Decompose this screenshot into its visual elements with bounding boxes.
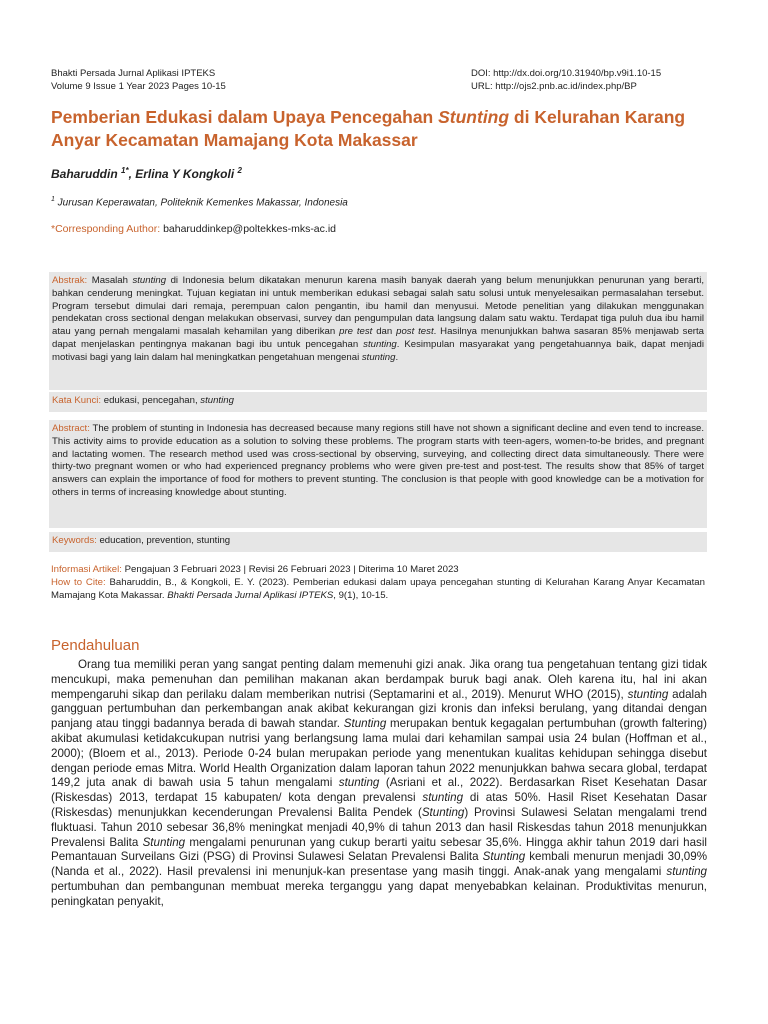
kata-kunci-italic: stunting xyxy=(200,395,234,406)
affiliation xyxy=(51,196,348,208)
intro-text: ) Provinsi Sulawesi Selatan mengalami trend fluktuasi. Tahun 2010 sebesar 36,8% meningkat menjadi 40,9% di tahun 2013 dan hasil Riskesdas tahun 2018 menunjukkan Prevalensi Balita xyxy=(51,805,707,849)
intro-text: Orang tua memiliki peran yang sangat penting dalam memenuhi gizi anak. Jika orang tua pengetahuan tentang gizi tidak mencukupi, maka pemenuhan dan pemilihan makanan akan berdampak buruk bagi anak. Oleh karena itu, hal ini akan mempengaruhi sikap dan perilaku dalam memberikan nutrisi (Septamarini et al., 2019). Menurut WHO (2015), xyxy=(51,658,707,701)
intro-text: kembali menurun menjadi 30,09% (Nanda et al., 2022). Hasil prevalensi ini menunjuk-kan presentase yang masih tinggi. Anak-anak yang mengalami xyxy=(51,850,708,879)
how-to-cite-journal: Bhakti Persada Jurnal Aplikasi IPTEKS xyxy=(167,590,334,601)
intro-italic: Stunting xyxy=(421,805,465,819)
intro-italic: stunting xyxy=(338,776,380,790)
abstract-text: The problem of stunting in Indonesia has decreased because many regions still have not shown a significant decline and even tend to increase. This activity aims to provide education as a solution to solving these problems. The program starts with teen-agers, women-to-be brides, and pregnant and lactating women. The research method used was cross-sectional by observing, surveying, and collecting direct data simultaneously. There were thirty-two pregnant women or who had experienced pregnancy problems who were given pre-test and post-test. The results show that 85% of target answers can explain the importance of food for mothers to prevent stunting. The conclusion is that people with good knowledge can be a motivation for others in terms of increasing knowledge about stunting. xyxy=(52,423,704,498)
intro-text: di atas 50%. Hasil Riset Kesehatan Dasar (Riskesdas) menunjukkan kecenderungan Prevalensi Balita Pendek ( xyxy=(51,791,707,819)
intro-text: merupakan bentuk kegagalan pertumbuhan (growth faltering) akibat akumulasi ketidakcukupan nutrisi yang berlangsung lama mulai dari kehamilan sampai usia 24 bulan (Hoffman et al., 2000); (Bloem et al., 2013). Periode 0-24 bulan merupakan periode yang menentukan kualitas kehidupan sehingga disebut dengan periode emas Mitra. World Health Organization dalam laporan tahun 2022 menunjukkan bahwa secara global, terdapat 149,2 juta anak di bawah usia 5 tahun mengalami xyxy=(51,717,707,790)
author-2-sup: 2 xyxy=(237,166,242,175)
abstract-english xyxy=(49,420,707,528)
intro-text: (Asriani et al., 2022). Berdasarkan Riset Kesehatan Dasar (Riskesdas) 2013, terdapat 15 kabupaten/ kota dengan prevalensi xyxy=(51,776,708,805)
affiliation-sup: 1 xyxy=(51,196,55,203)
how-to-cite xyxy=(51,576,705,602)
abstrak-text: di Indonesia belum dikatakan menurun karena masih banyak daerah yang belum menunjukkan penurunan yang berarti, bahkan cenderung meningkat. Tujuan kegiatan ini untuk memberikan edukasi sebagai salah satu solusi untuk menyelesaikan permasalahan tersebut. Program tersebut dimulai dari remaja, perempuan calon pengantin, ibu hamil dan menyusui. Metode penelitian yang dilakukan menggunakan pendekatan cross sectional dengan melakukan observasi, survey dan pengumpulan data langsung dalam satu waktu. Terdapat tiga puluh dua ibu hamil atau yang pernah mengalami masalah kehamilan yang diberikan xyxy=(52,275,704,338)
keywords-english xyxy=(49,532,707,552)
author-2: Erlina Y Kongkoli xyxy=(135,167,235,181)
abstrak-text: Masalah xyxy=(87,275,133,286)
article-info-label: Informasi Artikel: xyxy=(51,564,122,575)
section-heading-pendahuluan: Pendahuluan xyxy=(51,637,140,654)
journal-header-right xyxy=(471,67,661,93)
abstract-indonesian xyxy=(49,272,707,390)
corresponding-author xyxy=(51,223,336,235)
journal-header-left xyxy=(51,67,226,93)
abstrak-italic: stunting xyxy=(361,351,396,363)
abstrak-text: . Kesimpulan masyarakat yang pengetahuannya baik, dapat menjadi motivasi bagi yang lain dalam hal meningkatkan pengetahuan mengenai xyxy=(52,338,704,363)
intro-text: adalah gangguan pertumbuhan dan perkembangan anak akibat kekurangan gizi kronis dan infeksi berulang, yang ditandai dengan panjang atau tinggi badannya berada di bawah standar. xyxy=(51,687,707,731)
kata-kunci-label: Kata Kunci: xyxy=(52,395,102,406)
keywords-indonesian xyxy=(49,392,707,412)
intro-italic: Stunting xyxy=(482,850,526,864)
keywords-label: Keywords: xyxy=(52,535,97,546)
journal-name: Bhakti Persada Jurnal Aplikasi IPTEKS xyxy=(51,68,216,79)
abstrak-italic: stunting xyxy=(132,275,167,286)
abstrak-italic: pre test xyxy=(339,326,373,338)
author-1-sup: 1* xyxy=(121,166,129,175)
abstrak-text: . xyxy=(395,351,399,363)
intro-italic: stunting xyxy=(422,791,464,805)
corresponding-label: *Corresponding Author: xyxy=(51,223,164,235)
article-info-block xyxy=(51,563,705,602)
intro-italic: stunting xyxy=(627,687,669,701)
article-info-text: Pengajuan 3 Februari 2023 | Revisi 26 Februari 2023 | Diterima 10 Maret 2023 xyxy=(121,564,459,575)
abstrak-text: dan xyxy=(372,326,397,338)
doi-link[interactable]: DOI: http://dx.doi.org/10.31940/bp.v9i1.10-15 xyxy=(471,68,662,79)
intro-paragraph xyxy=(51,658,707,910)
journal-volume: Volume 9 Issue 1 Year 2023 Pages 10-15 xyxy=(51,81,226,92)
abstrak-italic: stunting xyxy=(363,338,397,350)
kata-kunci-text: edukasi, pencegahan, xyxy=(101,395,201,406)
corresponding-email[interactable]: baharuddinkep@poltekkes-mks-ac.id xyxy=(163,223,336,235)
abstract-label: Abstract: xyxy=(52,423,90,434)
intro-italic: Stunting xyxy=(343,717,387,731)
how-to-cite-end: , 9(1), 10-15. xyxy=(333,590,389,601)
affiliation-text: Jurusan Keperawatan, Politeknik Kemenkes Makassar, Indonesia xyxy=(54,197,348,209)
author-separator: , xyxy=(128,167,136,181)
keywords-text: education, prevention, stunting xyxy=(96,535,231,546)
abstrak-label: Abstrak: xyxy=(52,275,88,286)
title-part2: di Kelurahan Karang Anyar Kecamatan Mamajang Kota Makassar xyxy=(51,107,686,150)
how-to-cite-text: Baharuddin, B., & Kongkoli, E. Y. (2023). Pemberian edukasi dalam upaya pencegahan stunting di Kelurahan Karang Anyar Kecamatan Mamajang Kota Makassar. xyxy=(51,577,705,601)
intro-text: mengalami penurunan yang cukup berarti yaitu sebesar 35,6%. Hingga akhir tahun 2019 dari hasil Pemantauan Surveilans Gizi (PSG) di Provinsi Sulawesi Selatan Prevalensi Balita xyxy=(51,835,707,864)
intro-italic: Stunting xyxy=(142,835,186,849)
intro-text: pertumbuhan dan pembangunan membuat mereka terganggu yang dapat menyebabkan kelainan. Produktivitas menurun, peningkatan penyakit, xyxy=(51,879,707,908)
abstrak-italic: post test xyxy=(396,326,434,338)
article-info xyxy=(51,563,705,576)
author-1: Baharuddin xyxy=(51,167,118,181)
url-link[interactable]: URL: http://ojs2.pnb.ac.id/index.php/BP xyxy=(471,81,637,92)
how-to-cite-label: How to Cite: xyxy=(51,577,106,588)
title-part1: Pemberian Edukasi dalam Upaya Pencegahan xyxy=(51,107,439,127)
title-italic: Stunting xyxy=(438,107,510,127)
author-list xyxy=(51,166,242,181)
paper-title xyxy=(51,106,711,152)
intro-italic: stunting xyxy=(666,865,707,879)
abstrak-text: . Hasilnya menunjukkan bahwa sasaran 85% menjawab serta dapat menjelaskan pentingnya makanan bagi ibu untuk pencegahan xyxy=(52,326,705,350)
